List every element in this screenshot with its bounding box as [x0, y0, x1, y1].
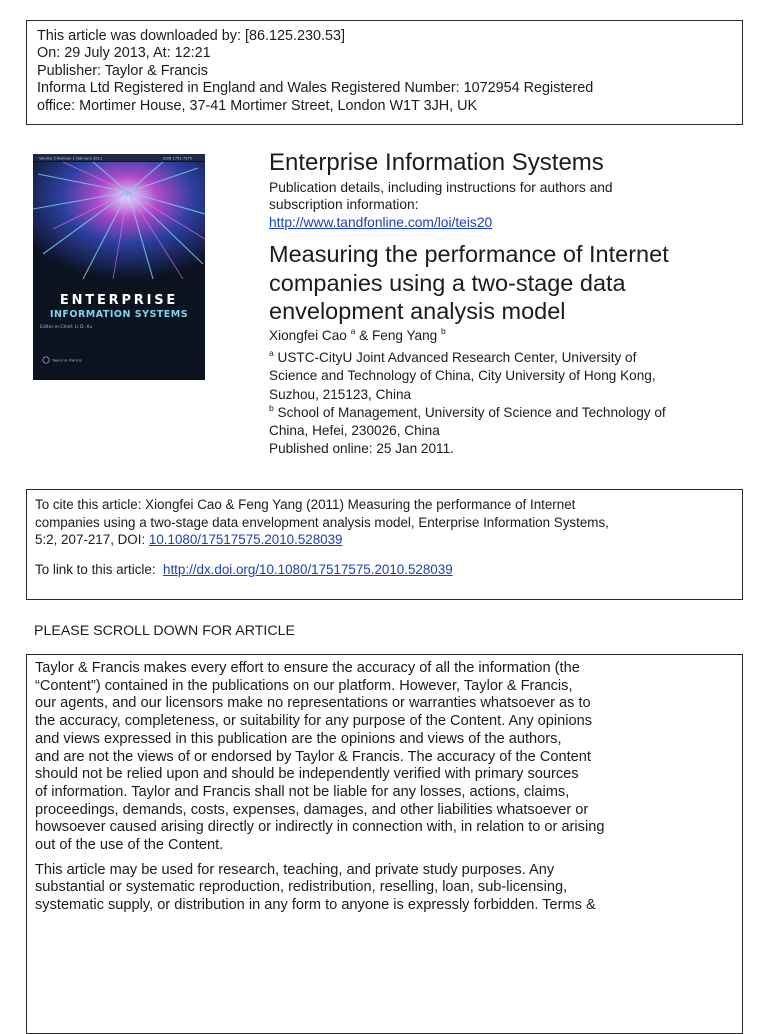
affiliation-mark: b — [269, 402, 274, 413]
download-notice-box — [26, 20, 743, 125]
publication-details-line: Publication details, including instructions for authors and — [269, 180, 613, 195]
author-affiliation-mark: b — [441, 326, 446, 336]
author-list — [269, 327, 446, 345]
affiliation-line — [269, 404, 666, 422]
citation-line — [35, 531, 742, 549]
affiliation-line: China, Hefei, 230026, China — [269, 423, 440, 439]
published-date: Published online: 25 Jan 2011. — [269, 441, 454, 457]
affiliation-text: School of Management, University of Science and Technology of — [277, 404, 666, 420]
article-link-row — [35, 561, 742, 579]
publication-details-line: subscription information: — [269, 197, 419, 213]
disclaimer-line: of information. Taylor and Francis shall not be liable for any losses, actions, claims, — [35, 783, 570, 800]
affiliations — [269, 349, 666, 459]
article-title — [269, 240, 669, 326]
disclaimer-line: and are not the views of or endorsed by Taylor & Francis. The accuracy of the Content — [35, 748, 591, 765]
affiliation-line: Science and Technology of China, City University of Hong Kong, — [269, 368, 656, 384]
journal-cover-image — [33, 154, 205, 380]
citation-line: companies using a two-stage data envelopment analysis model, Enterprise Information Systems, — [35, 514, 609, 530]
journal-title: Enterprise Information Systems — [269, 149, 604, 176]
cover-editor-text: Editor-in-Chief: Li D. Xu — [40, 325, 93, 330]
disclaimer-box — [26, 654, 743, 1034]
usage-line: substantial or systematic reproduction, redistribution, reselling, loan, sub-licensing, — [35, 879, 568, 896]
citation-prefix: 5:2, 207-217, DOI: — [35, 532, 149, 548]
disclaimer-line: the accuracy, completeness, or suitability for any purpose of the Content. Any opinions — [35, 713, 593, 730]
citation-line: To cite this article: Xiongfei Cao & Feng Yang (2011) Measuring the performance of Internet — [35, 497, 576, 512]
disclaimer-line: “Content”) contained in the publications on our platform. However, Taylor & Francis, — [35, 677, 573, 694]
disclaimer-line: should not be relied upon and should be independently verified with primary sources — [35, 766, 579, 783]
article-title-line: companies using a two-stage data — [269, 269, 626, 296]
author-name: Xiongfei Cao — [269, 328, 347, 343]
scroll-notice: PLEASE SCROLL DOWN FOR ARTICLE — [34, 623, 295, 639]
author-name: Feng Yang — [371, 328, 438, 343]
office-line: office: Mortimer House, 37-41 Mortimer Street, London W1T 3JH, UK — [37, 97, 478, 114]
author-separator: & — [355, 328, 372, 343]
doi-link[interactable]: 10.1080/17517575.2010.528039 — [148, 532, 343, 548]
affiliation-mark: a — [269, 348, 274, 358]
usage-line: systematic supply, or distribution in any form to anyone is expressly forbidden. Terms & — [35, 897, 596, 914]
registration-line: Informa Ltd Registered in England and Wales Registered Number: 1072954 Registered — [37, 80, 594, 97]
affiliation-line — [269, 349, 666, 367]
disclaimer-line: out of the use of the Content. — [35, 837, 224, 854]
journal-url-link[interactable]: http://www.tandfonline.com/loi/teis20 — [269, 214, 493, 230]
article-title-line: envelopment analysis model — [269, 298, 566, 324]
download-line: This article was downloaded by: [86.125.230.53] — [37, 28, 345, 44]
disclaimer-line: our agents, and our licensors make no representations or warranties whatsoever as to — [35, 695, 591, 712]
download-date-line: On: 29 July 2013, At: 12:21 — [37, 45, 211, 62]
cover-issue-text: Volume 5 Number 1 February 2011 — [39, 156, 103, 161]
affiliation-text: USTC-CityU Joint Advanced Research Center, University of — [277, 350, 637, 365]
publication-details — [269, 179, 613, 231]
author-affiliation-mark: a — [350, 326, 356, 336]
usage-line: This article may be used for research, teaching, and private study purposes. Any — [35, 861, 555, 878]
affiliation-line: Suzhou, 215123, China — [269, 386, 412, 402]
disclaimer-line: and views expressed in this publication are the opinions and views of the authors, — [35, 730, 562, 747]
article-url-link[interactable]: http://dx.doi.org/10.1080/17517575.2010.528039 — [163, 561, 453, 577]
disclaimer-paragraph — [35, 660, 742, 855]
disclaimer-line: Taylor & Francis makes every effort to ensure the accuracy of all the information (the — [35, 660, 580, 676]
publisher-line: Publisher: Taylor & Francis — [37, 62, 208, 79]
citation-box — [26, 489, 743, 600]
article-title-line: Measuring the performance of Internet — [269, 241, 669, 267]
cover-issn-text: ISSN 1751-7575 — [163, 156, 193, 161]
disclaimer-line: proceedings, demands, costs, expenses, damages, and other liabilities whatsoever or — [35, 801, 589, 818]
article-link-label: To link to this article: — [35, 561, 160, 577]
cover-title-line1: ENTERPRISE — [59, 293, 179, 308]
usage-paragraph — [35, 862, 742, 915]
disclaimer-line: howsoever caused arising directly or indirectly in connection with, in relation to or arising — [35, 819, 605, 836]
cover-publisher-text: Taylor & Francis — [52, 357, 82, 363]
cover-title-line2: INFORMATION SYSTEMS — [49, 309, 189, 320]
